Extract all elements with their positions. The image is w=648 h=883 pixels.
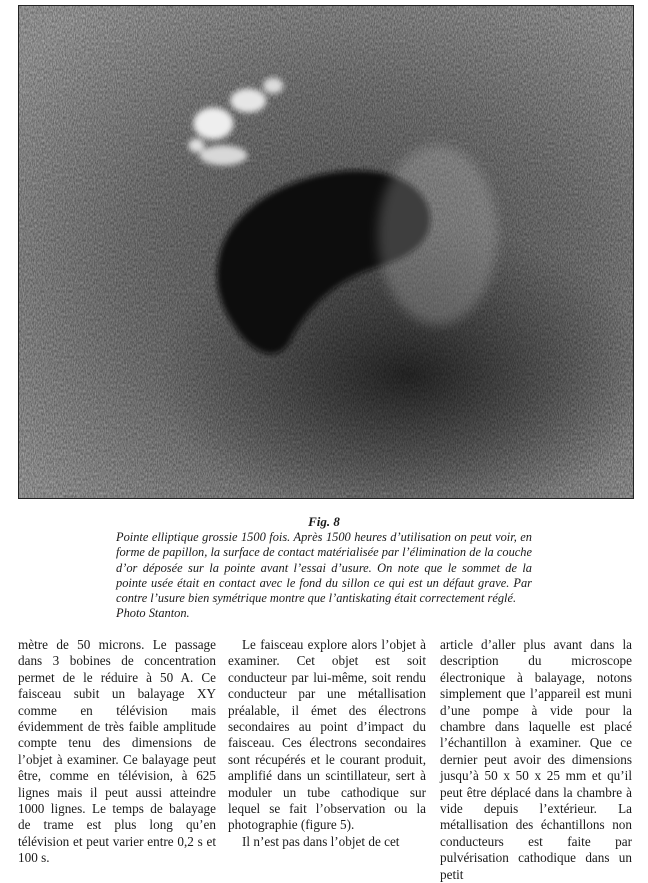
- figure-label: Fig. 8: [308, 514, 340, 529]
- text-column-1: [18, 637, 216, 867]
- paragraph: Il n’est pas dans l’objet de cet: [242, 833, 400, 849]
- text-column-2: [228, 637, 426, 867]
- paragraph: article d’aller plus avant dans la description du microscope électronique à balayage, notons simplement que l’appareil est muni d’une pompe à vide pour la chambre dans laquelle est placé l’échantillon à examiner. Que ce dernier peut avoir des dimensions jusqu’à 50 x 50 x 25 mm et qu’il peut être déplacé dans la chambre à vide depuis l’extérieur. La métallisation des échantillons non conducteurs est faite par pulvérisation cathodique dans un petit: [440, 637, 632, 882]
- figure-caption: [116, 514, 532, 621]
- sem-photograph: [18, 5, 634, 499]
- paragraph: Le faisceau explore alors l’objet à examiner. Cet objet est soit conducteur par lui-même, soit rendu conducteur par une métallisation préalable, il émet des électrons secondaires au point d’impact du faisceau. Ces électrons secondaires sont récupérés et le courant produit, amplifié dans un scintillateur, sert à moduler un tube cathodique sur lequel se fait l’observation ou la photographie (figure 5).: [228, 637, 426, 833]
- photo-credit: Photo Stanton.: [116, 606, 190, 621]
- stylus-tip-image: [19, 6, 633, 498]
- paragraph: mètre de 50 microns. Le passage dans 3 bobines de concentration permet de le réduire à 50 A. Ce faisceau subit un balayage XY comme en télévision mais évidemment de très faible amplitude compte tenu des dimensions de l’objet à examiner. Ce balayage peut être, comme en télévision, à 625 lignes mais il peut aussi atteindre 1000 lignes. Le temps de balayage de trame est plus long qu’en télévision et peut varier entre 0,2 s et 100 s.: [18, 637, 216, 866]
- text-column-3: [440, 637, 632, 882]
- caption-text: Pointe elliptique grossie 1500 fois. Après 1500 heures d’utilisation on peut voir, en forme de papillon, la surface de contact matérialisée par l’élimination de la couche d’or déposée sur la pointe avant l’essai d’usure. On note que le sommet de la pointe usée était en contact avec le fond du sillon ce qui est un défaut grave. Par contre l’usure bien symétrique montre que l’antiskating était correctement réglé.: [116, 530, 532, 606]
